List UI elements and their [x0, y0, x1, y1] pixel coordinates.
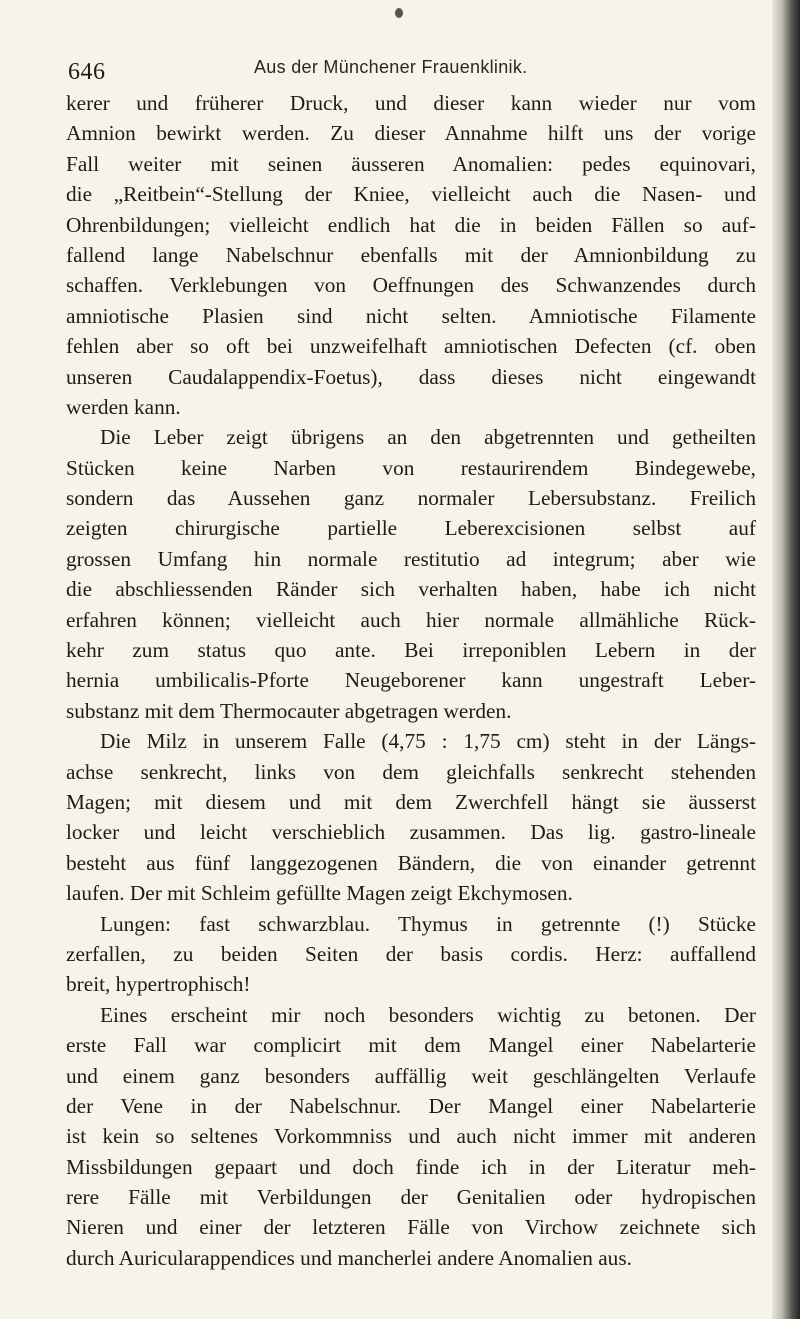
text-line: Die Leber zeigt übrigens an den abgetrennten und getheilten	[100, 425, 756, 450]
text-line: fehlen aber so oft bei unzweifelhaft amniotischen Defecten (cf. oben	[66, 334, 756, 359]
text-line: der Vene in der Nabelschnur. Der Mangel einer Nabelarterie	[66, 1093, 756, 1118]
text-line: Ohrenbildungen; vielleicht endlich hat die in beiden Fällen so auf-	[66, 212, 756, 237]
text-line: unseren Caudalappendix-Foetus), dass dieses nicht eingewandt	[66, 364, 756, 389]
text-line: hernia umbilicalis-Pforte Neugeborener kann ungestraft Leber-	[66, 668, 756, 693]
text-line: substanz mit dem Thermocauter abgetragen werden.	[66, 698, 512, 723]
text-line: die „Reitbein“-Stellung der Kniee, vielleicht auch die Nasen- und	[66, 182, 756, 207]
paragraph	[66, 422, 756, 726]
text-line: amniotische Plasien sind nicht selten. Amniotische Filamente	[66, 303, 756, 328]
text-line: Stücken keine Narben von restaurirendem Bindegewebe,	[66, 455, 756, 480]
text-line: durch Auricularappendices und mancherlei andere Anomalien aus.	[66, 1245, 632, 1270]
text-line: Fall weiter mit seinen äusseren Anomalien: pedes equinovari,	[66, 151, 756, 176]
text-line: rere Fälle mit Verbildungen der Genitalien oder hydropischen	[66, 1185, 756, 1210]
text-line: die abschliessenden Ränder sich verhalten haben, habe ich nicht	[66, 577, 756, 602]
paragraph	[66, 88, 756, 422]
text-line: Missbildungen gepaart und doch finde ich in der Literatur meh-	[66, 1154, 756, 1179]
text-line: breit, hypertrophisch!	[66, 972, 251, 997]
running-title: Aus der Münchener Frauenklinik.	[254, 57, 528, 77]
text-line: besteht aus fünf langgezogenen Bändern, die von einander getrennt	[66, 850, 756, 875]
page-number: 646	[68, 59, 106, 85]
paragraph	[66, 909, 756, 1000]
text-line: Nieren und einer der letzteren Fälle von Virchow zeichnete sich	[66, 1215, 756, 1240]
text-line: werden kann.	[66, 394, 181, 419]
text-line: Die Milz in unserem Falle (4,75 : 1,75 cm) steht in der Längs-	[100, 729, 756, 754]
book-spine-shadow	[772, 0, 800, 1319]
body-text	[66, 88, 756, 1273]
paragraph	[66, 726, 756, 908]
text-line: fallend lange Nabelschnur ebenfalls mit der Amnionbildung zu	[66, 242, 756, 267]
text-line: sondern das Aussehen ganz normaler Lebersubstanz. Freilich	[66, 486, 756, 511]
text-line: und einem ganz besonders auffällig weit geschlängelten Verlaufe	[66, 1063, 756, 1088]
text-line: Magen; mit diesem und mit dem Zwerchfell hängt sie äusserst	[66, 789, 756, 814]
text-line: achse senkrecht, links von dem gleichfalls senkrecht stehenden	[66, 759, 756, 784]
text-line: Lungen: fast schwarzblau. Thymus in getrennte (!) Stücke	[100, 911, 756, 936]
text-line: erste Fall war complicirt mit dem Mangel einer Nabelarterie	[66, 1033, 756, 1058]
text-line: Amnion bewirkt werden. Zu dieser Annahme hilft uns der vorige	[66, 121, 756, 146]
text-line: kerer und früherer Druck, und dieser kann wieder nur vom	[66, 91, 756, 115]
text-line: kehr zum status quo ante. Bei irreponiblen Lebern in der	[66, 638, 756, 663]
text-line: schaffen. Verklebungen von Oeffnungen des Schwanzendes durch	[66, 273, 756, 298]
text-line: Eines erscheint mir noch besonders wichtig zu betonen. Der	[100, 1002, 756, 1027]
text-line: grossen Umfang hin normale restitutio ad integrum; aber wie	[66, 546, 756, 571]
text-line: zeigten chirurgische partielle Leberexcisionen selbst auf	[66, 516, 756, 541]
text-line: zerfallen, zu beiden Seiten der basis cordis. Herz: auffallend	[66, 941, 756, 966]
text-line: ist kein so seltenes Vorkommniss und auch nicht immer mit anderen	[66, 1124, 756, 1149]
paragraph	[66, 1000, 756, 1274]
ink-speck	[395, 8, 403, 18]
page-header	[68, 53, 768, 87]
text-line: erfahren können; vielleicht auch hier normale allmähliche Rück-	[66, 607, 756, 632]
text-line: laufen. Der mit Schleim gefüllte Magen zeigt Ekchymosen.	[66, 881, 573, 906]
text-line: locker und leicht verschieblich zusammen. Das lig. gastro-lineale	[66, 820, 756, 845]
